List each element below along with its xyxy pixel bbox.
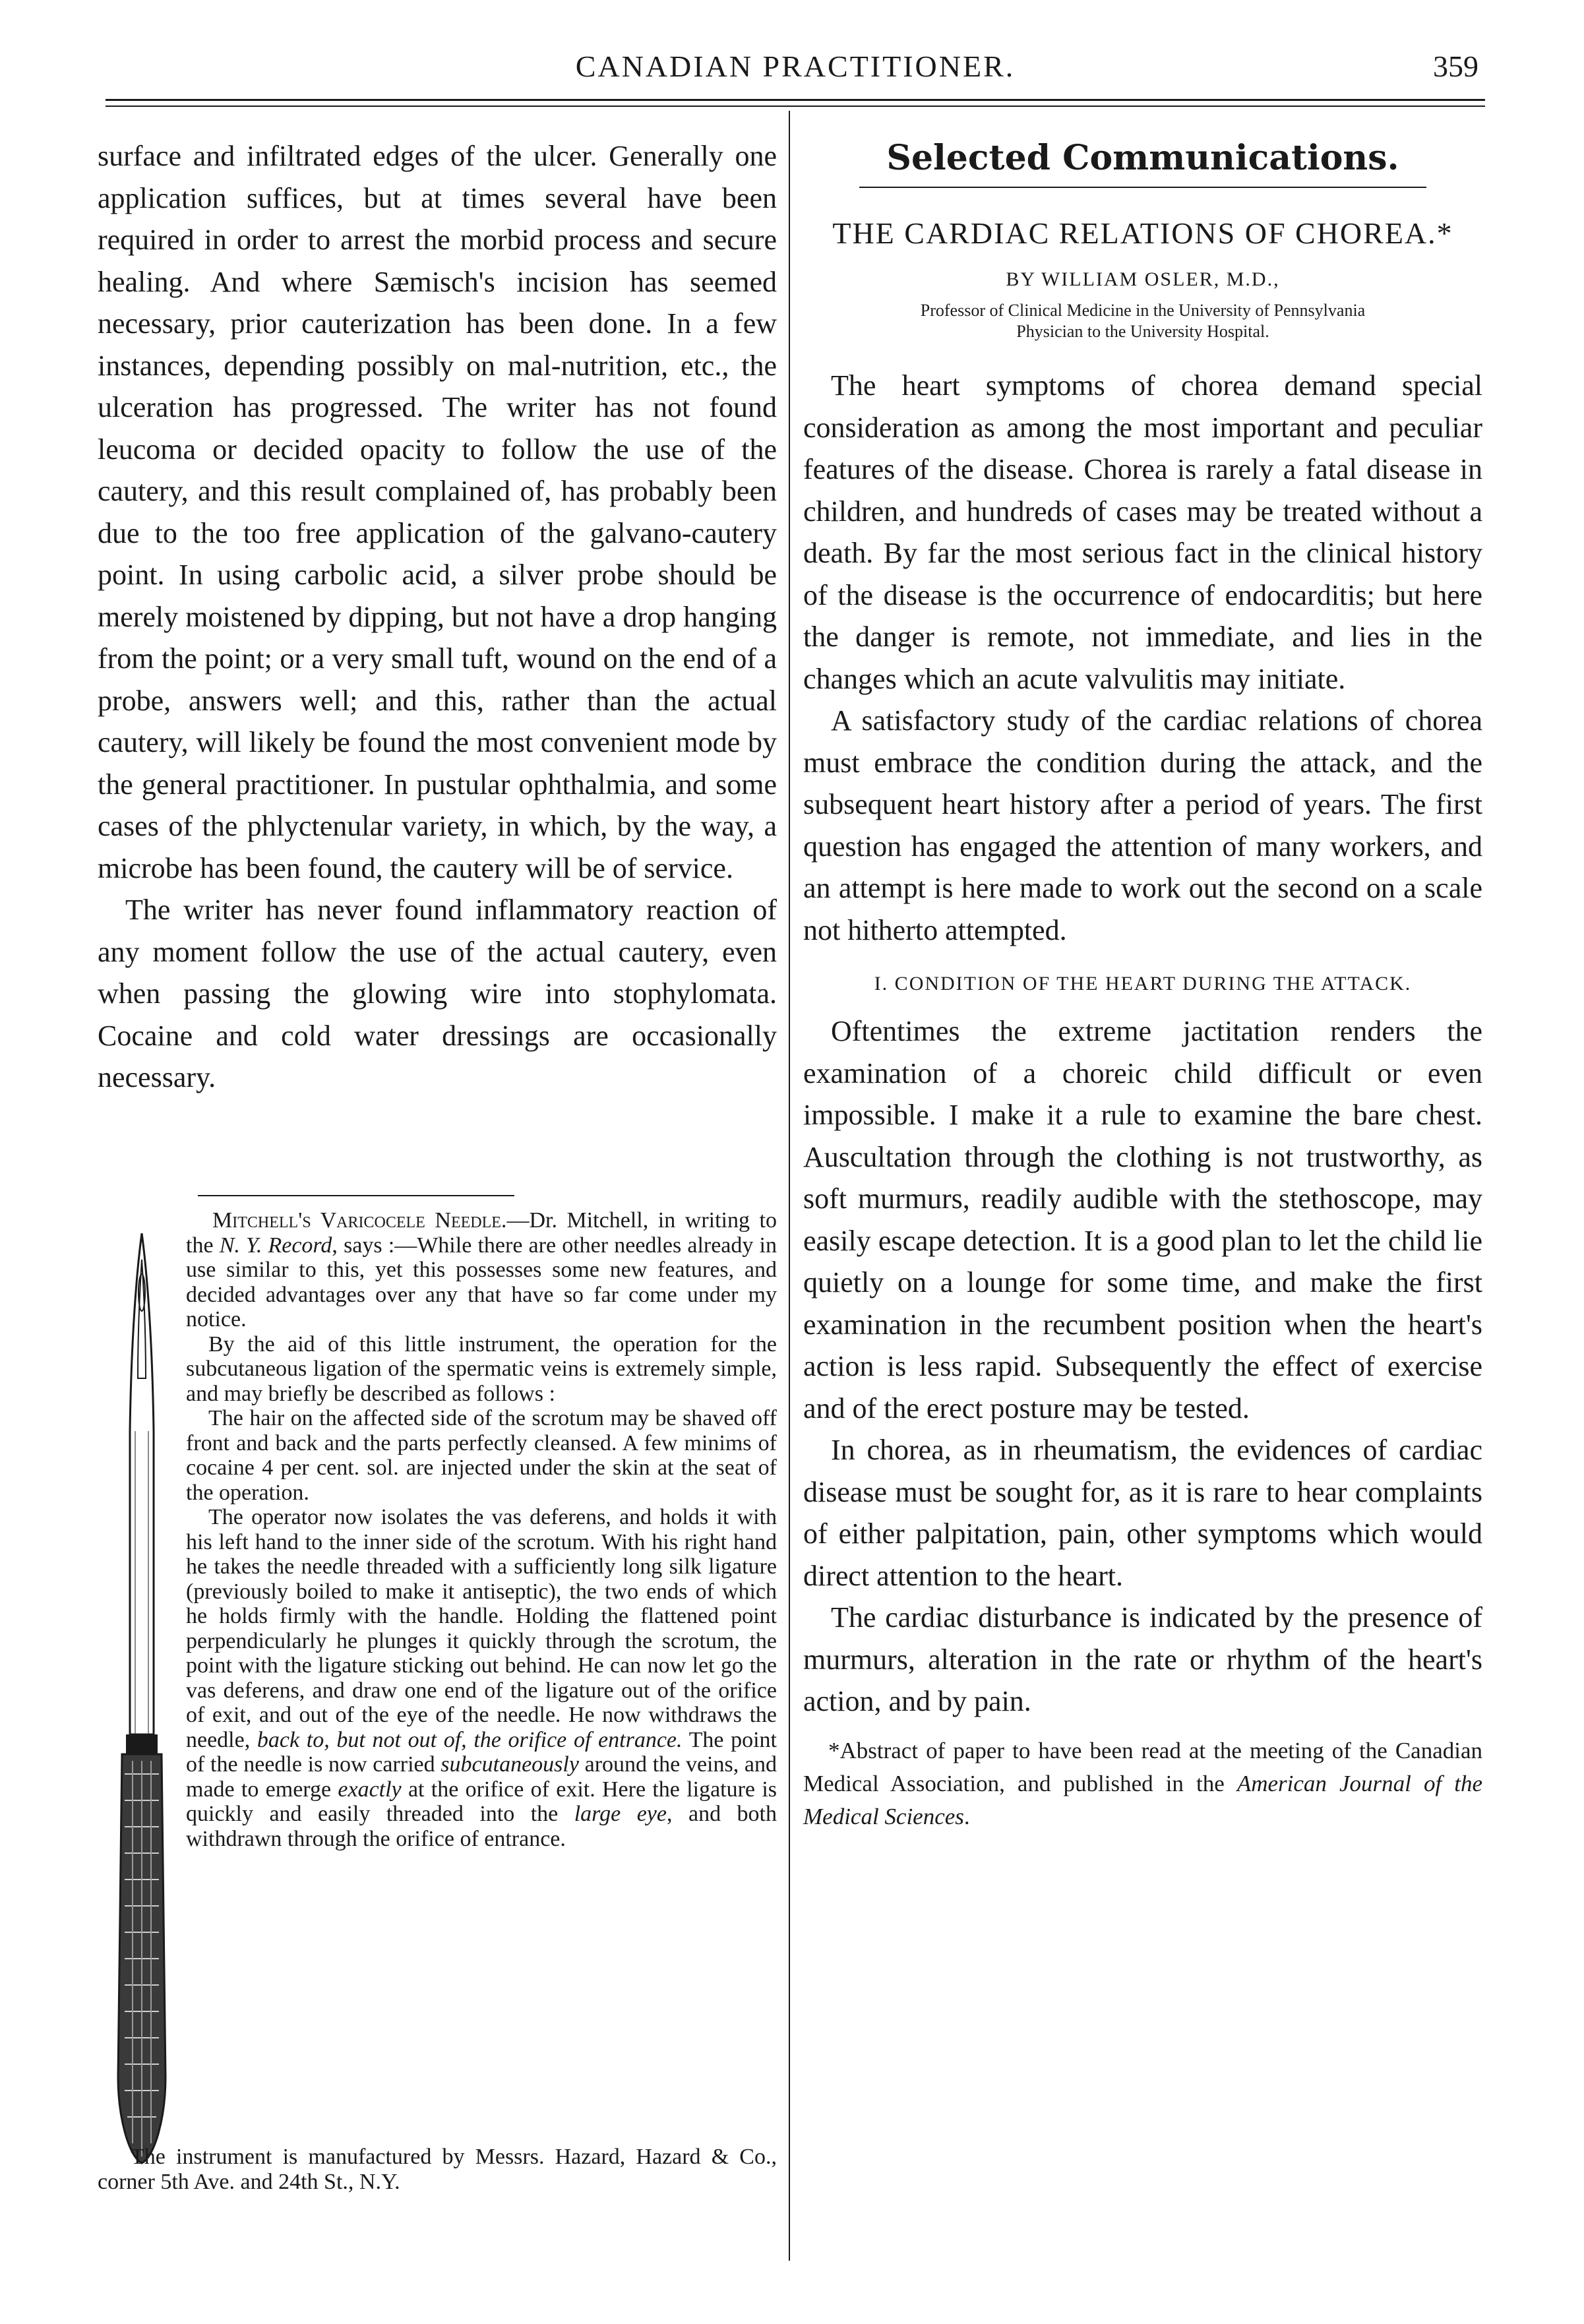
page-header <box>106 41 1485 92</box>
banner-rule <box>859 187 1426 188</box>
paragraph: The instrument is manufactured by Messrs. Hazard, Hazard & Co., corner 5th Ave. and 24th St., N.Y. <box>98 2145 777 2194</box>
footnote: *Abstract of paper to have been read at the meeting of the Canadian Medical Association, and published in the American Journal of the Medical Sciences. <box>803 1737 1483 1829</box>
paragraph: By the aid of this little instrument, the operation for the subcutaneous ligation of the spermatic veins is extremely simple, and may briefly be described as follows : <box>186 1331 777 1406</box>
needle-article-intro: Mitchell's Varicocele Needle.—Dr. Mitchell, in writing to the N. Y. Record, says :—While there are other needles already in use similar to this, yet this possesses some new features, and decided advantages over any that have so far come under my notice. <box>186 1208 777 1331</box>
paragraph: The writer has never found inflammatory reaction of any moment follow the use of the actual cautery, even when passing the glowing wire into stophylomata. Cocaine and cold water dressings are occasionally necessary. <box>98 894 777 1093</box>
paragraph: In chorea, as in rheumatism, the evidences of cardiac disease must be sought for, as it is rare to hear complaints of either palpitation, pain, other symptoms which would direct attention to the heart. <box>803 1434 1482 1592</box>
article-separator-rule <box>198 1195 514 1196</box>
article-title: THE CARDIAC RELATIONS OF CHOREA.* <box>832 216 1453 250</box>
running-title: CANADIAN PRACTITIONER. <box>575 49 1016 83</box>
needle-article <box>186 1208 777 1851</box>
page-number: 359 <box>1433 49 1478 83</box>
paragraph: A satisfactory study of the cardiac relations of chorea must embrace the condition during the attack, and the subsequent heart history after a period of years. The first question has engaged the attention of many workers, and an attempt is here made to work out the second on a scale not hitherto attempted. <box>803 704 1482 946</box>
paragraph: surface and infiltrated edges of the ulcer. Generally one application suffices, but at times several have been required in order to arrest the morbid process and secure healing. And where Sæmisch's incision has seemed necessary, prior cauterization has been done. In a few instances, depending possibly on mal-nutrition, etc., the ulceration has progressed. The writer has not found leucoma or decided opacity to follow the use of the cautery, and this result complained of, has probably been due to the too free application of the galvano-cautery point. In using carbolic acid, a silver probe should be merely moistened by dipping, but not have a drop hanging from the point; or a very small tuft, wound on the end of a probe, answers well; and this, rather than the actual cautery, will likely be found the most convenient mode by the general practitioner. In pustular ophthalmia, and some cases of the phlyctenular variety, in which, by the way, a microbe has been found, the cautery will be of service. <box>98 140 777 884</box>
paragraph: Oftentimes the extreme jactitation renders the examination of a choreic child difficult or even impossible. I make it a rule to examine the bare chest. Auscultation through the clothing is not trustworthy, as soft murmurs, readily audible with the stethoscope, may easily escape detection. It is a good plan to let the child lie quietly on a lounge for some time, and make the first examination in the recumbent position when the heart's action is less rapid. Subsequently the effect of exercise and of the erect posture may be tested. <box>803 1015 1482 1424</box>
left-column <box>98 135 777 1099</box>
needle-article-closing <box>98 2145 777 2194</box>
paragraph: The hair on the affected side of the scrotum may be shaved off front and back and the parts perfectly cleansed. A few minims of cocaine 4 per cent. sol. are injected under the skin at the seat of the operation. <box>186 1406 777 1505</box>
header-rule-thin <box>106 106 1485 107</box>
needle-article-title: Mitchell's Varicocele Needle. <box>212 1208 507 1233</box>
journal-name: N. Y. Record <box>219 1233 332 1258</box>
section-subhead: I. CONDITION OF THE HEART DURING THE ATTACK. <box>874 973 1412 994</box>
byline: BY WILLIAM OSLER, M.D., <box>1006 268 1280 290</box>
paragraph: The cardiac disturbance is indicated by the presence of murmurs, alteration in the rate or rhythm of the heart's action, and by pain. <box>803 1601 1482 1717</box>
section-banner: Selected Communications. <box>886 138 1399 178</box>
header-rule <box>106 99 1485 101</box>
affiliation: Professor of Clinical Medicine in the University of Pennsylvania Physician to the University Hospital. <box>920 301 1366 341</box>
paragraph: The heart symptoms of chorea demand special consideration as among the most important and peculiar features of the disease. Chorea is rarely a fatal disease in children, and hundreds of cases may be treated without a death. By far the most serious fact in the clinical history of the disease is the occurrence of endocarditis; but here the danger is remote, not immediate, and lies in the changes which an acute valvulitis may initiate. <box>803 369 1482 695</box>
right-column <box>803 135 1482 1833</box>
column-divider <box>789 111 790 2261</box>
varicocele-needle-illustration <box>102 1233 181 2170</box>
paragraph: The operator now isolates the vas deferens, and holds it with his left hand to the inner side of the scrotum. With his right hand he takes the needle threaded with a sufficiently long silk ligature (previously boiled to make it antiseptic), the two ends of which he holds firmly with the handle. Holding the flattened point perpendicularly he plunges it quickly through the scrotum, the point with the ligature sticking out behind. He can now let go the vas deferens, and draw one end of the ligature out of the orifice of exit, and out of the eye of the needle. He now withdraws the needle, back to, but not out of, the orifice of entrance. The point of the needle is now carried subcutaneously around the veins, and made to emerge exactly at the orifice of exit. Here the ligature is quickly and easily threaded into the large eye, and both withdrawn through the orifice of entrance. <box>186 1505 777 1851</box>
